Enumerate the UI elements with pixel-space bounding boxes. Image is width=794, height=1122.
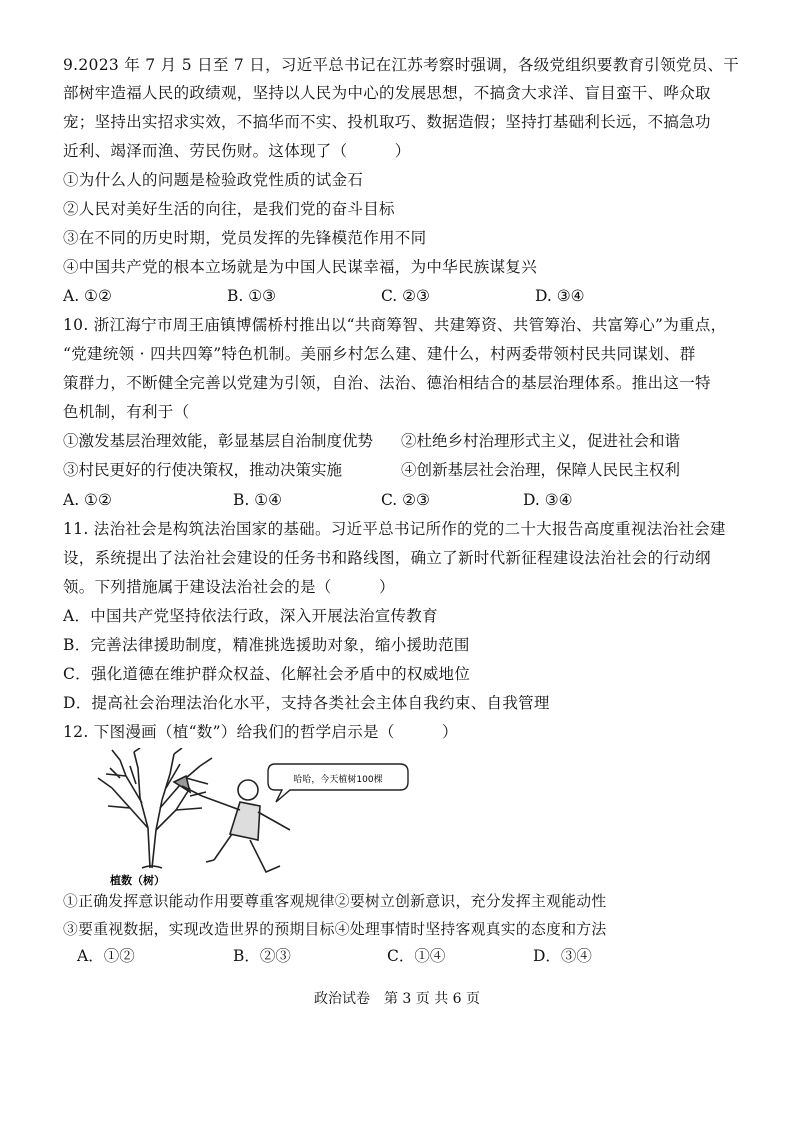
- q10-stem-line-4: 色机制，有利于（: [63, 403, 190, 421]
- q9-option-b[interactable]: B. ①③: [227, 287, 277, 305]
- q9-item-1: ①为什么人的问题是检验政党性质的试金石: [63, 171, 364, 189]
- q12-option-a[interactable]: A．①②: [77, 947, 135, 965]
- q9-stem-line-3: 宠；坚持出实招求实效，不搞华而不实、投机取巧、数据造假；坚持打基础利长远，不搞急功: [63, 113, 711, 131]
- q10-item-1: ①激发基层治理效能，彰显基层自治制度优势: [63, 432, 374, 450]
- cartoon-caption: 植数（树）: [110, 874, 165, 887]
- q10-item-2: ②杜绝乡村治理形式主义，促进社会和谐: [401, 432, 681, 450]
- q11-option-d[interactable]: D．提高社会治理法治化水平，支持各类社会主体自我约束、自我管理: [63, 694, 550, 712]
- q10-item-4: ④创新基层社会治理，保障人民民主权利: [401, 461, 681, 479]
- q12-stem: 12. 下图漫画（植“数”）给我们的哲学启示是（ ）: [63, 723, 458, 741]
- q9-item-2: ②人民对美好生活的向往，是我们党的奋斗目标: [63, 200, 395, 218]
- q11-stem-line-3: 领。下列措施属于建设法治社会的是（ ）: [63, 578, 395, 596]
- q12-option-b[interactable]: B．②③: [233, 947, 291, 965]
- tree-planting-cartoon: [90, 748, 460, 888]
- bare-tree-drawing: [98, 748, 212, 868]
- q9-stem-line-4: 近利、竭泽而渔、劳民伤财。这体现了（ ）: [63, 142, 411, 160]
- q11-stem-line-1: 11. 法治社会是构筑法治国家的基础。习近平总书记所作的党的二十大报告高度重视法治社会建: [63, 520, 726, 538]
- q11-option-a[interactable]: A．中国共产党坚持依法行政，深入开展法治宣传教育: [63, 607, 438, 625]
- q11-option-c[interactable]: C．强化道德在维护群众权益、化解社会矛盾中的权威地位: [63, 665, 471, 683]
- q10-stem-line-2: “党建统领 · 四共四筹”特色机制。美丽乡村怎么建、建什么，村两委带领村民共同谋划、群: [63, 345, 696, 363]
- q9-stem-line-2: 部树牢造福人民的政绩观，坚持以人民为中心的发展思想，不搞贪大求洋、盲目蛮干、哗众取: [63, 84, 711, 102]
- q12-option-c[interactable]: C．①④: [387, 947, 446, 965]
- q10-option-d[interactable]: D. ③④: [523, 491, 573, 509]
- q9-item-4: ④中国共产党的根本立场就是为中国人民谋幸福，为中华民族谋复兴: [63, 258, 538, 276]
- speech-bubble: [268, 764, 408, 802]
- q9-option-a[interactable]: A. ①②: [63, 287, 112, 305]
- q9-stem-line-1: 9.2023 年 7 月 5 日至 7 日，习近平总书记在江苏考察时强调，各级党组织要教育引领党员、干: [63, 56, 740, 74]
- q12-option-d[interactable]: D．③④: [533, 947, 592, 965]
- speech-bubble-text: 哈哈，今天植树100棵: [293, 775, 383, 785]
- q9-item-3: ③在不同的历史时期，党员发挥的先锋模范作用不同: [63, 229, 427, 247]
- q11-stem-line-2: 设，系统提出了法治社会建设的任务书和路线图，确立了新时代新征程建设法治社会的行动纲: [63, 549, 711, 567]
- q10-option-b[interactable]: B. ①④: [233, 491, 283, 509]
- q12-items-row-1: ①正确发挥意识能动作用要尊重客观规律②要树立创新意识，充分发挥主观能动性: [63, 893, 607, 910]
- q10-stem-line-3: 策群力，不断健全完善以党建为引领，自治、法治、德治相结合的基层治理体系。推出这一特: [63, 374, 711, 392]
- q10-option-c[interactable]: C. ②③: [381, 491, 430, 509]
- q10-option-a[interactable]: A. ①②: [63, 491, 112, 509]
- q11-option-b[interactable]: B．完善法律援助制度，精准挑选援助对象，缩小援助范围: [63, 636, 470, 654]
- q10-item-3: ③村民更好的行使决策权，推动决策实施: [63, 461, 343, 479]
- q12-items-row-2: ③要重视数据，实现改造世界的预期目标④处理事情时坚持客观真实的态度和方法: [63, 921, 607, 938]
- q10-stem-line-1: 10. 浙江海宁市周王庙镇博儒桥村推出以“共商筹智、共建筹资、共管筹治、共富筹心”为重点，: [63, 316, 727, 334]
- q9-option-c[interactable]: C. ②③: [381, 287, 430, 305]
- q9-option-d[interactable]: D. ③④: [535, 287, 585, 305]
- page-footer: 政治试卷 第 3 页 共 6 页: [313, 991, 481, 1007]
